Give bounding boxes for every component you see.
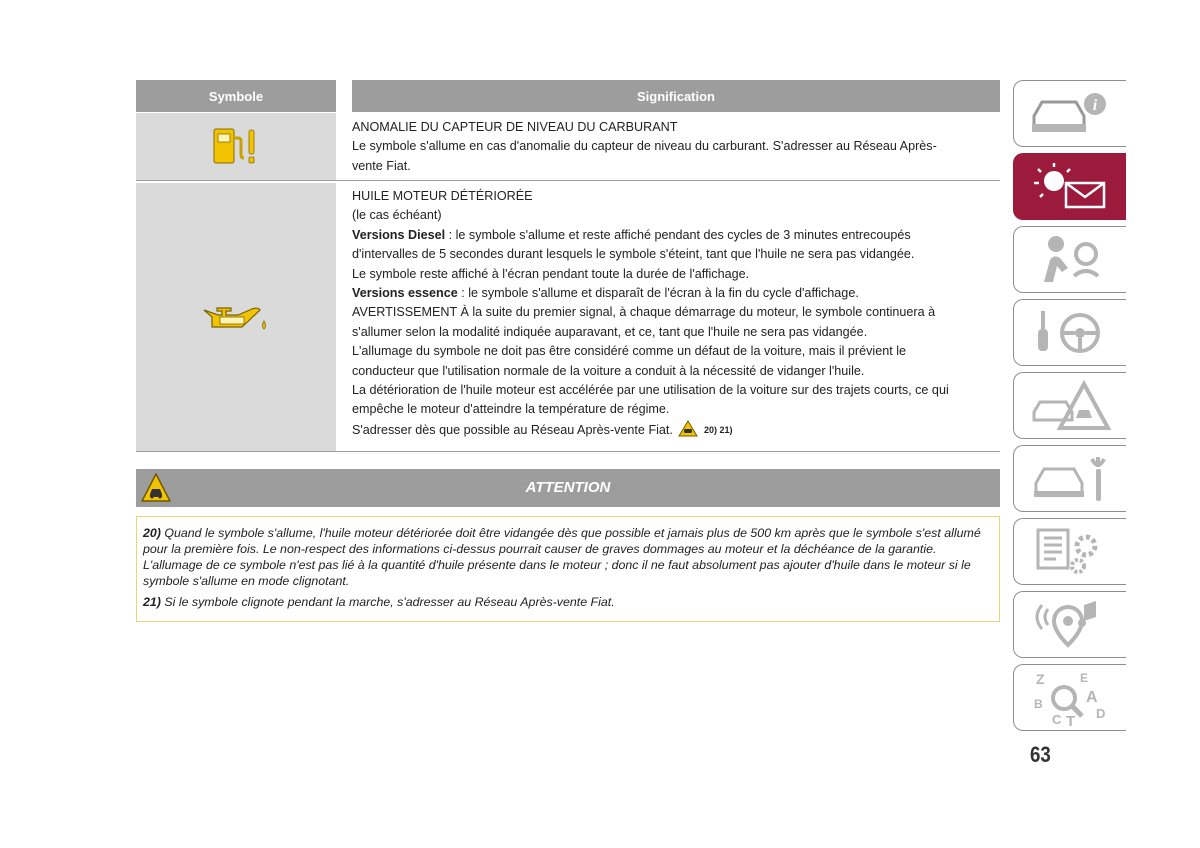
svg-text:A: A bbox=[1086, 688, 1098, 706]
oil-can-warning-icon bbox=[200, 300, 272, 334]
attention-icon bbox=[678, 420, 698, 437]
key-steering-wheel-icon bbox=[1028, 305, 1112, 361]
attention-note: 21) Si le symbole clignote pendant la marche, s'adresser au Réseau Après-vente Fiat. bbox=[143, 595, 615, 609]
row1-text-end: vente Fiat. bbox=[352, 158, 411, 173]
specifications-gear-icon bbox=[1028, 524, 1112, 580]
warning-lights-message-icon bbox=[1028, 159, 1112, 215]
table-row bbox=[136, 112, 1000, 181]
row1-title: ANOMALIE DU CAPTEUR DE NIVEAU DU CARBURANT bbox=[352, 120, 678, 134]
attention-header bbox=[136, 469, 1000, 507]
tab-starting-driving[interactable] bbox=[1013, 299, 1126, 366]
car-wrench-maintenance-icon bbox=[1028, 451, 1112, 507]
svg-text:E: E bbox=[1080, 670, 1089, 685]
alphabetical-index-icon bbox=[1028, 670, 1112, 726]
table-row: HUILE MOTEUR DÉTÉRIORÉE (le cas échéant) Versions Diesel : le symbole s'allume et reste affiché pendant des cycles de 3 minutes entrecoupés d'intervalles de 5 secondes durant lesquels le symbole s'éteint, tant que l'huile ne sera pas vidangée. Le symbole reste affiché à l'écran pendant toute la durée de l'affichage. Versions essence : le symbole s'allume et disparaît de l'écran à la fin du cycle d'affichage. AVERTISSEMENT À la suite du premier signal, à chaque démarrage du moteur, le symbole continuera à s'allumer selon la modalité indiquée auparavant, et ce, tant que l'huile ne sera pas vidangée. L'allumage du symbole ne doit pas être considéré comme un défaut de la voiture, mais il prévient le conducteur que l'utilisation normale de la voiture a conduit à la nécessité de vidanger l'huile. La détérioration de l'huile moteur est accélérée par une utilisation de la voiture sur des trajets courts, ce qui empêche le moteur d'atteindre la température de régime. S'adresser dès que possible au Réseau Après-vente Fiat. 20) 21) bbox=[136, 181, 1000, 452]
multimedia-icon bbox=[1028, 597, 1112, 653]
tab-specifications[interactable] bbox=[1013, 518, 1126, 585]
fuel-level-sensor-warning-icon bbox=[211, 126, 261, 168]
svg-text:C: C bbox=[1052, 711, 1062, 726]
svg-text:T: T bbox=[1066, 712, 1076, 726]
tab-index[interactable] bbox=[1013, 664, 1126, 731]
tab-multimedia[interactable] bbox=[1013, 591, 1126, 658]
header-symbole: Symbole bbox=[136, 80, 336, 112]
page-number: 63 bbox=[1030, 742, 1051, 767]
svg-text:i: i bbox=[1092, 96, 1098, 114]
svg-text:Z: Z bbox=[1036, 670, 1045, 687]
attention-title: ATTENTION bbox=[525, 479, 611, 496]
row1-text: Le symbole s'allume en cas d'anomalie du capteur de niveau du carburant. S'adresser au Réseau Après- bbox=[352, 139, 937, 154]
tab-warning-lights[interactable] bbox=[1013, 153, 1126, 220]
essence-label: Versions essence bbox=[352, 286, 458, 301]
car-info-icon bbox=[1028, 86, 1112, 142]
tab-safety[interactable] bbox=[1013, 226, 1126, 293]
tab-emergency[interactable] bbox=[1013, 372, 1126, 439]
table-header bbox=[136, 80, 1000, 112]
svg-text:B: B bbox=[1034, 696, 1043, 711]
row2-subtitle: (le cas échéant) bbox=[352, 208, 442, 223]
header-signification: Signification bbox=[352, 80, 1000, 112]
diesel-label: Versions Diesel bbox=[352, 227, 446, 242]
seat-safety-airbag-icon bbox=[1028, 232, 1112, 288]
attention-notes bbox=[136, 516, 1000, 622]
attention-note: 20) Quand le symbole s'allume, l'huile moteur détériorée doit être vidangée dès que possible et jamais plus de 500 km après que le symbole s'est allumé pour la première fois. Le non-respect des informations ci-dessus pourrait causer de graves dommages au moteur et la déchéance de la garantie. L'allumage de ce symbole n'est pas lié à la quantité d'huile présente dans le moteur ; donc il ne faut absolument pas ajouter d'huile dans le moteur si le symbole s'allume en mode clignotant. bbox=[143, 526, 981, 588]
svg-text:D: D bbox=[1096, 705, 1106, 721]
tab-car-info[interactable] bbox=[1013, 80, 1126, 147]
symbol-table bbox=[136, 80, 1000, 452]
row2-title: HUILE MOTEUR DÉTÉRIORÉE bbox=[352, 189, 533, 203]
car-accident-warning-icon bbox=[1028, 378, 1112, 434]
tab-maintenance[interactable] bbox=[1013, 445, 1126, 512]
note-refs[interactable]: 20) 21) bbox=[703, 424, 733, 435]
